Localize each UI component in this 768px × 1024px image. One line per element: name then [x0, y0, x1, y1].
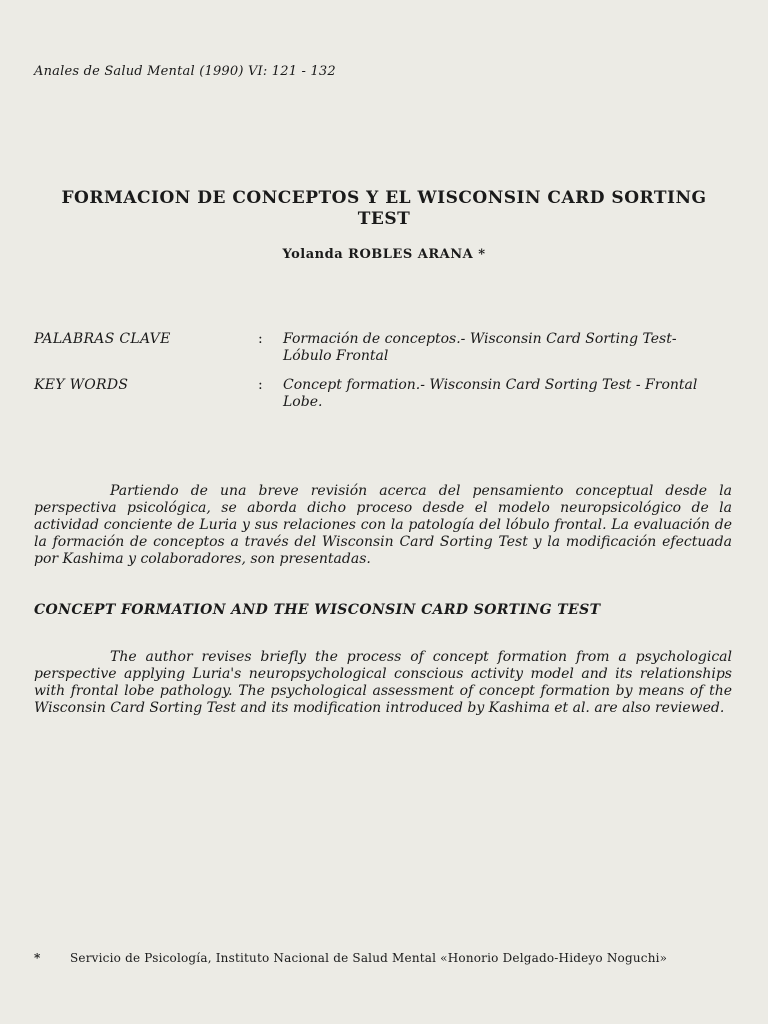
- keywords-english: [34, 377, 734, 413]
- author-name: Yolanda ROBLES ARANA *: [282, 247, 486, 262]
- keywords-text: Formación de conceptos.- Wisconsin Card Sorting Test- Lóbulo Frontal: [283, 331, 677, 364]
- keywords-label: PALABRAS CLAVE: [34, 331, 171, 347]
- footnote-text: Servicio de Psicología, Instituto Nacional de Salud Mental «Honorio Delgado-Hideyo Noguchi»: [70, 951, 668, 965]
- abstract-english: The author revises briefly the process of concept formation from a psychological perspective applying Luria's neuropsychological conscious activity model and its relationships with frontal lobe pathology. The psychological assessment of concept formation by means of the Wisconsin Card Sorting Test and its modification introduced by Kashima et al. are also reviewed.: [34, 649, 732, 716]
- footnote-marker: *: [34, 951, 41, 965]
- keywords-label: KEY WORDS: [34, 377, 129, 393]
- abstract-spanish: Partiendo de una breve revisión acerca del pensamiento conceptual desde la perspectiva psicológica, se aborda dicho proceso desde el modelo neuropsicológico de la actividad conciente de Luria y sus relaciones con la patología del lóbulo frontal. La evaluación de la formación de conceptos a través del Wisconsin Card Sorting Test y la modificación efectuada por Kashima y colaboradores, son presentadas.: [34, 483, 732, 567]
- keywords-colon: :: [258, 377, 263, 393]
- keywords-spanish: [34, 331, 734, 367]
- keywords-text: Concept formation.- Wisconsin Card Sorting Test - Frontal Lobe.: [283, 377, 698, 410]
- article-title: FORMACION DE CONCEPTOS Y EL WISCONSIN CARD SORTING TEST: [61, 188, 707, 229]
- keywords-colon: :: [258, 331, 263, 347]
- english-title-heading: CONCEPT FORMATION AND THE WISCONSIN CARD SORTING TEST: [34, 602, 601, 618]
- journal-citation: Anales de Salud Mental (1990) VI: 121 - 132: [34, 64, 336, 79]
